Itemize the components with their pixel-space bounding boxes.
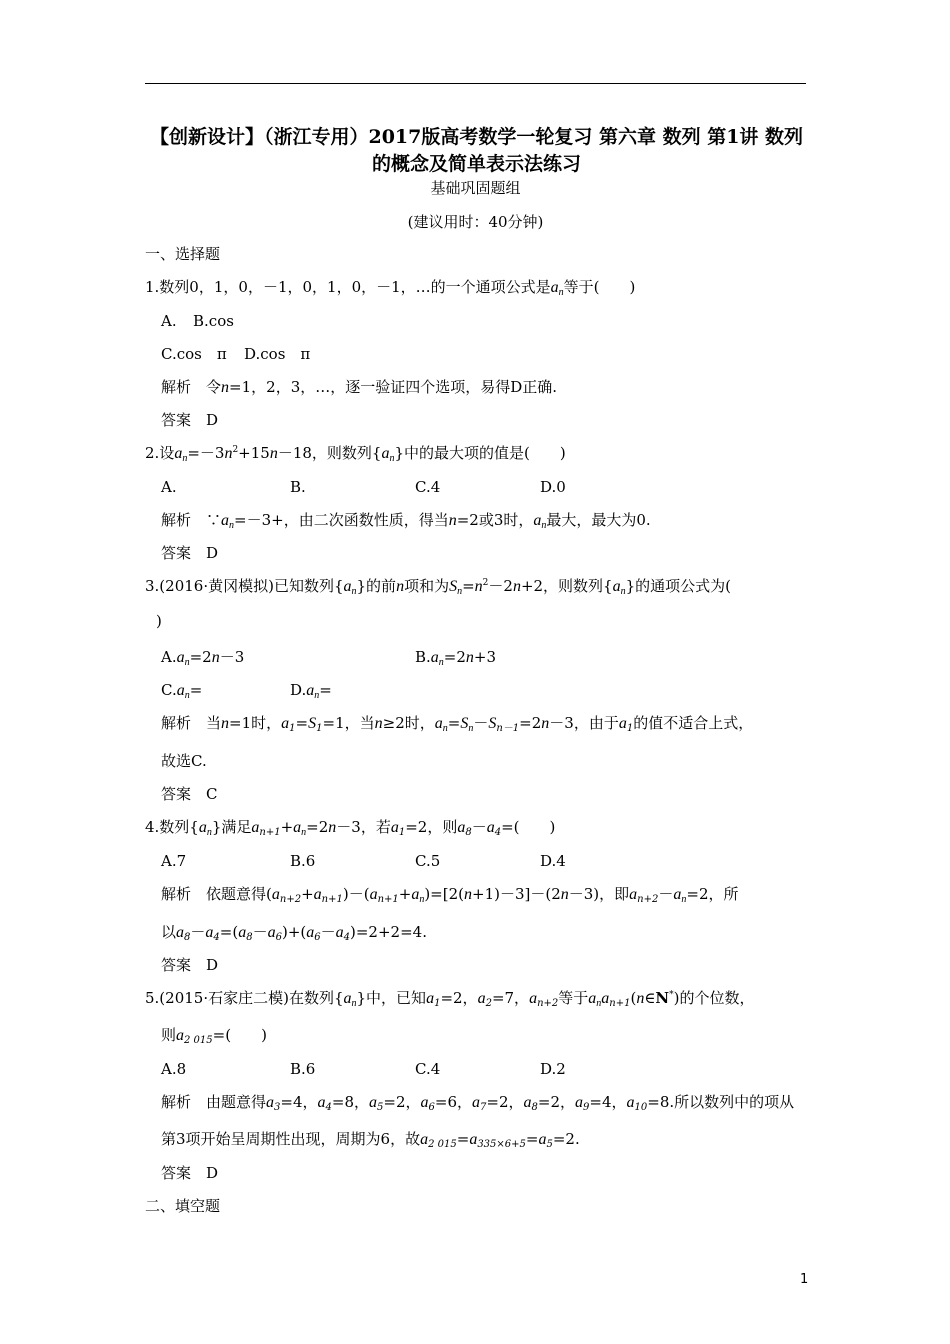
q2-option-d: D.0 [540, 478, 566, 496]
q4-analysis: 解析 依题意得$(a_{n+2}+a_{n+1})-(a_{n+1}+a_n)=[2(n+1)-3]-(2n-3)$，即$a_{n+2}-a_n=2$，所 [161, 885, 739, 905]
q3-stem-line2: ) [156, 612, 162, 630]
q3-analysis-line2: 故选C. [161, 752, 207, 770]
header-rule [145, 83, 806, 84]
q3-answer: 答案 C [161, 785, 218, 803]
section-heading-choice: 一、选择题 [145, 245, 221, 263]
q2-option-b: B. [290, 478, 306, 496]
q2-analysis: 解析 $\because a_n=-3+$，由二次函数性质，得当n=2或3时，$a_n$最大，最大为0. [161, 511, 651, 531]
q1-option-d: D.cos π [244, 345, 311, 363]
q1-analysis: 解析 令n=1，2，3，…，逐一验证四个选项，易得D正确. [161, 378, 558, 396]
q3-option-b: $B.a_n=2n+3$ [415, 648, 497, 668]
q5-analysis: 解析 由题意得$a_3=4$，$a_4=8$，$a_5=2$，$a_6=6$，$a_7=2$，$a_8=2$，$a_9=4$，$a_{10}=8$.所以数列中的项从 [161, 1093, 795, 1113]
time-note: (建议用时：40分钟) [407, 213, 544, 231]
q5-option-d: D.2 [540, 1060, 566, 1078]
q1-stem: 1.数列0，1，0，－1，0，1，0，－1，…的一个通项公式是$a_n$等于( ) [145, 278, 636, 298]
q2-stem: 2.设$a_n=-3n^2+15n-18$，则数列$\{a_n\}$中的最大项的值是( ) [145, 444, 566, 464]
q3-analysis: 解析 当n=1时，$a_1=S_1=1$，当n≥2时，$a_n=S_n-S_{n-1}=2n-3$，由于$a_1$的值不适合上式， [161, 714, 754, 734]
q3-option-d: $D.a_n=$ [290, 681, 332, 701]
q3-option-a: $A.a_n=2n-3$ [161, 648, 245, 668]
q5-option-c: C.4 [415, 1060, 441, 1078]
q4-analysis-line2: 以$a_8-a_4=(a_8-a_6)+(a_6-a_4)=2+2=4$. [161, 923, 427, 943]
q5-option-a: A.8 [161, 1060, 187, 1078]
q1-option-b: B.cos [193, 312, 234, 330]
q4-stem: 4.数列$\{a_n\}$满足$a_{n+1}+a_n=2n-3$，若$a_1=2$，则$a_8-a_4=$( ) [145, 818, 556, 838]
page-number: 1 [800, 1272, 809, 1287]
q4-option-d: D.4 [540, 852, 566, 870]
section-subtitle: 基础巩固题组 [430, 179, 521, 197]
q4-answer: 答案 D [161, 956, 219, 974]
q3-option-c: $C.a_n=$ [161, 681, 203, 701]
q1-option-a: A. [161, 312, 177, 330]
q2-option-c: C.4 [415, 478, 441, 496]
q5-analysis-line2: 第3项开始呈周期性出现，周期为6，故$a_{2 015}=a_{335\times 6+5}=a_5=2$. [161, 1130, 580, 1150]
q1-answer: 答案 D [161, 411, 219, 429]
q5-stem: 5.(2015·石家庄二模)在数列$\{a_n\}$中，已知$a_1=2$，$a_2=7$，$a_{n+2}$等于$a_na_{n+1}(n\in N^*)$的个位数， [145, 989, 755, 1009]
q5-answer: 答案 D [161, 1164, 219, 1182]
section-heading-fill: 二、填空题 [145, 1197, 221, 1215]
q5-option-b: B.6 [290, 1060, 316, 1078]
q4-option-a: A.7 [161, 852, 187, 870]
q1-option-c: C.cos π [161, 345, 227, 363]
q2-option-a: A. [161, 478, 177, 496]
q2-answer: 答案 D [161, 544, 219, 562]
q3-stem: 3.(2016·黄冈模拟)已知数列$\{a_n\}$的前n项和为$S_n=n^2-2n+2$，则数列$\{a_n\}$的通项公式为( [145, 577, 731, 597]
q4-option-b: B.6 [290, 852, 316, 870]
document-title: 【创新设计】（浙江专用）2017版高考数学一轮复习 第六章 数列 第1讲 数列的概念及简单表示法练习 [149, 126, 804, 175]
q5-stem-line2: 则$a_{2 015}=$( ) [161, 1026, 267, 1046]
q4-option-c: C.5 [415, 852, 441, 870]
